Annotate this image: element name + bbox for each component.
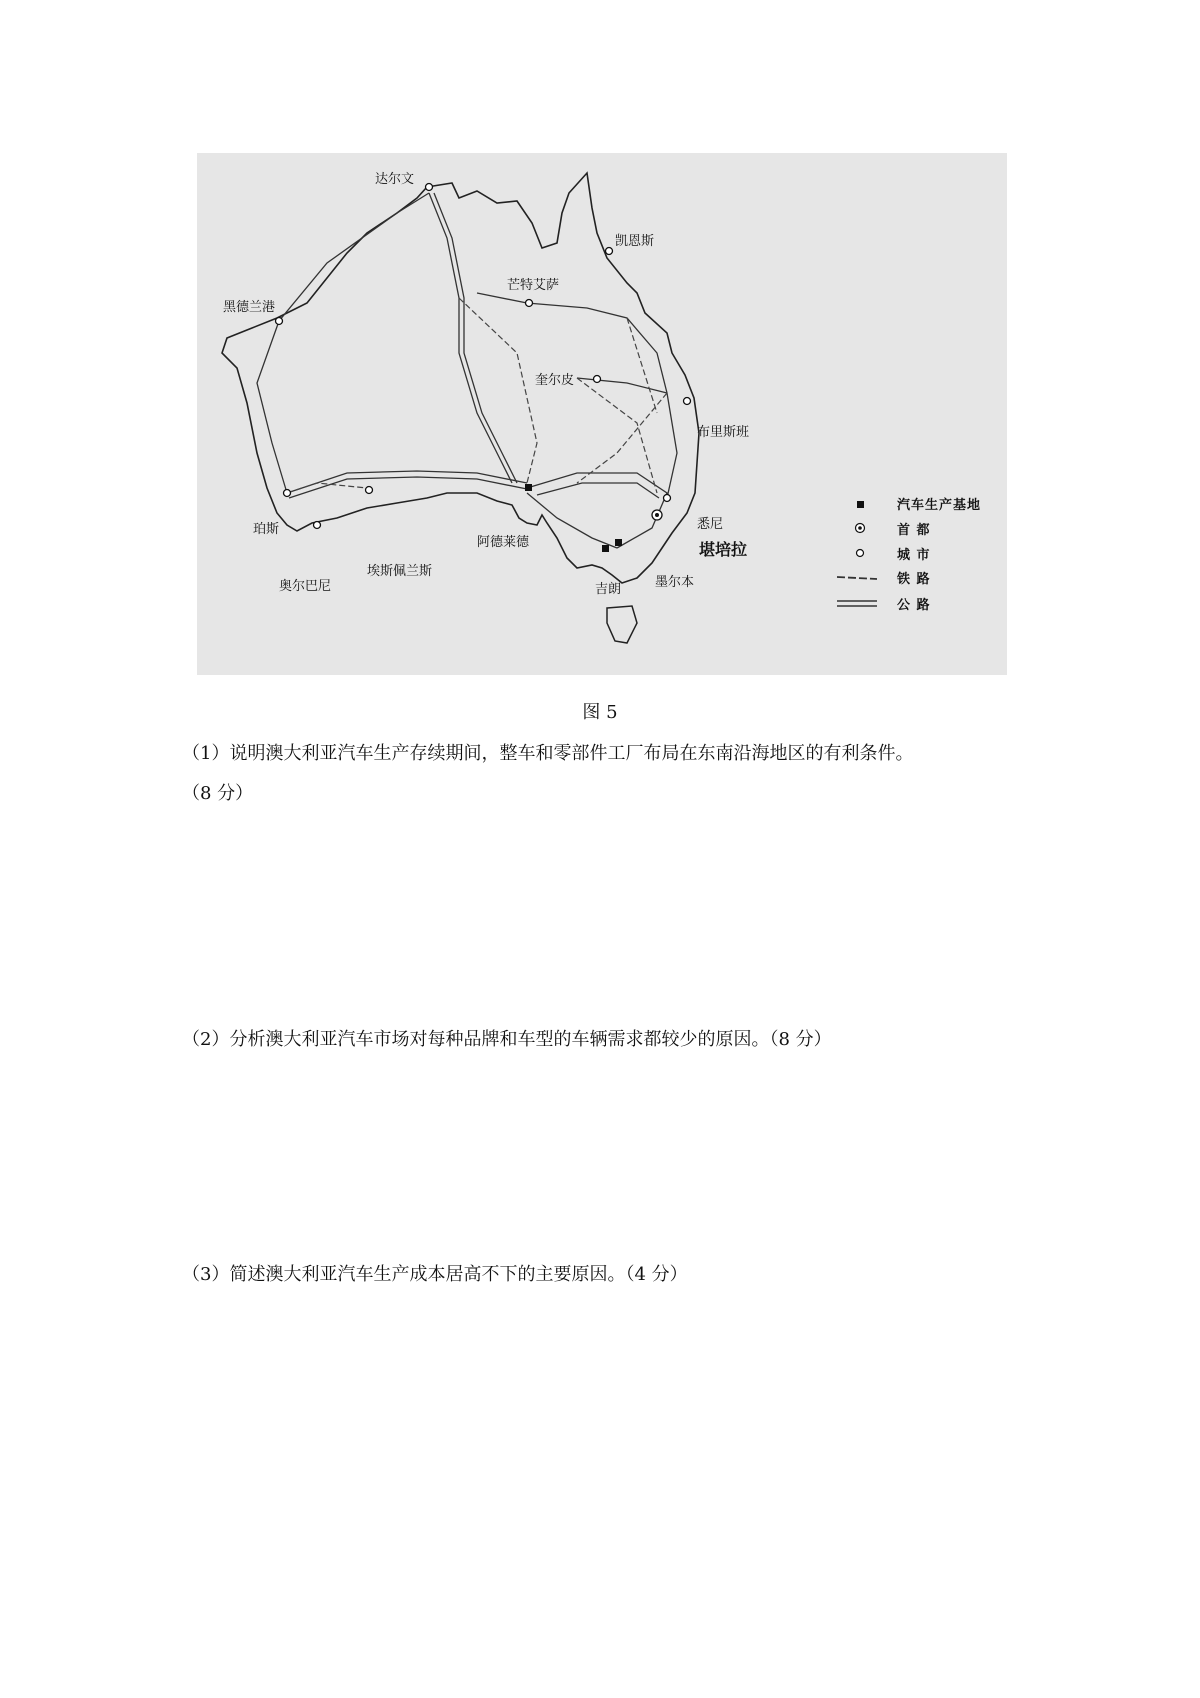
australia-map (197, 153, 1007, 675)
city-label-perth: 珀斯 (253, 522, 280, 537)
city-marker-brisbane (684, 398, 691, 405)
city-label-esperance: 埃斯佩兰斯 (367, 564, 433, 579)
question-2: （2）分析澳大利亚汽车市场对每种品牌和车型的车辆需求都较少的原因。（8 分） (182, 1029, 832, 1050)
question-1: （1）说明澳大利亚汽车生产存续期间，整车和零部件工厂布局在东南沿海地区的有利条件。 (182, 743, 914, 764)
city-marker-perth (284, 490, 291, 497)
legend-label-city: 城 市 (897, 548, 931, 563)
city-label-geelong: 吉朗 (595, 582, 622, 597)
city-label-cairns: 凯恩斯 (615, 234, 655, 249)
figure-caption: 图 5 (582, 702, 618, 723)
city-marker-mount-isa (526, 300, 533, 307)
city-marker-darwin (426, 184, 433, 191)
question-3: （3）简述澳大利亚汽车生产成本居高不下的主要原因。（4 分） (182, 1264, 688, 1285)
city-marker-cairns (606, 248, 613, 255)
legend-label-rail: 铁 路 (897, 572, 931, 587)
city-marker-sydney (664, 495, 671, 502)
tasmania (607, 606, 637, 643)
city-marker-quilpie (594, 376, 601, 383)
city-label-port-hedland: 黑德兰港 (223, 300, 276, 315)
city-label-quilpie: 奎尔皮 (535, 373, 575, 388)
city-marker-esperance (366, 487, 373, 494)
city-label-brisbane: 布里斯班 (697, 425, 750, 440)
map-legend (837, 497, 981, 613)
question-1-score: （8 分） (182, 783, 254, 804)
legend-label-base: 汽车生产基地 (897, 498, 982, 513)
base-marker-melbourne (615, 539, 622, 546)
city-markers (223, 171, 749, 597)
legend-rail-symbol (837, 577, 877, 579)
city-label-adelaide: 阿德莱德 (477, 535, 530, 550)
base-marker-adelaide (525, 484, 532, 491)
legend-base-symbol (857, 501, 864, 508)
map-svg (197, 153, 1007, 675)
legend-label-road: 公 路 (897, 598, 931, 613)
city-label-sydney: 悉尼 (697, 517, 724, 532)
city-label-melbourne: 墨尔本 (655, 575, 695, 590)
legend-label-capital: 首 都 (897, 523, 931, 538)
city-marker-albany (314, 522, 321, 529)
city-label-darwin: 达尔文 (375, 172, 415, 187)
road-network (257, 193, 677, 548)
city-label-mount-isa: 芒特艾萨 (507, 278, 560, 293)
city-label-canberra: 堪培拉 (699, 540, 748, 559)
city-label-albany: 奥尔巴尼 (279, 579, 332, 594)
capital-marker-dot (655, 513, 659, 517)
legend-capital-dot (858, 526, 862, 530)
city-marker-port-hedland (276, 318, 283, 325)
base-marker-geelong (602, 545, 609, 552)
legend-city-symbol (857, 550, 864, 557)
